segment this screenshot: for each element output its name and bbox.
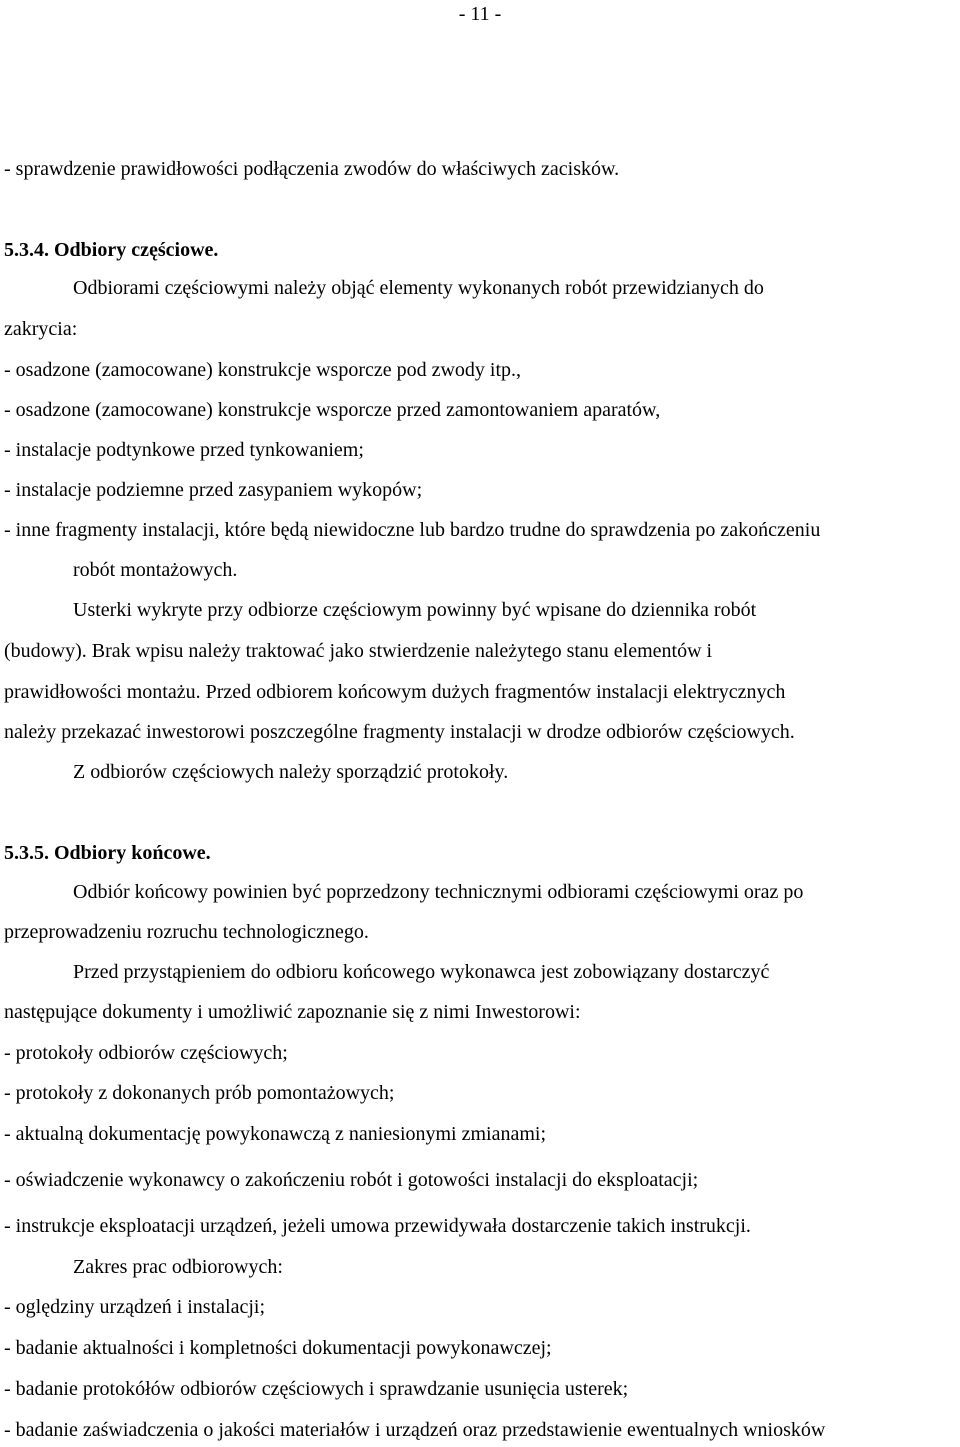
paragraph-line: Usterki wykryte przy odbiorze częściowym powinny być wpisane do dziennika robót — [73, 599, 757, 621]
list-item: - osadzone (zamocowane) konstrukcje wsporcze przed zamontowaniem aparatów, — [4, 399, 661, 421]
section-535-heading: 5.3.5. Odbiory końcowe. — [4, 842, 211, 864]
paragraph-line: prawidłowości montażu. Przed odbiorem końcowym dużych fragmentów instalacji elektrycznych — [4, 681, 786, 703]
paragraph-line: przeprowadzeniu rozruchu technologicznego. — [4, 921, 369, 943]
paragraph-line: należy przekazać inwestorowi poszczególne fragmenty instalacji w drodze odbiorów częściowych. — [4, 721, 795, 743]
list-item: - oględziny urządzeń i instalacji; — [4, 1296, 266, 1318]
list-item: - instalacje podziemne przed zasypaniem wykopów; — [4, 479, 423, 501]
list-item: - oświadczenie wykonawcy o zakończeniu robót i gotowości instalacji do eksploatacji; — [4, 1169, 699, 1191]
list-item: - aktualną dokumentację powykonawczą z naniesionymi zmianami; — [4, 1123, 547, 1145]
list-item: - badanie zaświadczenia o jakości materiałów i urządzeń oraz przedstawienie ewentualnych wniosków — [4, 1419, 826, 1441]
list-item: - inne fragmenty instalacji, które będą niewidoczne lub bardzo trudne do sprawdzenia po zakończeniu — [4, 519, 821, 541]
list-item: - badanie protokółów odbiorów częściowych i sprawdzanie usunięcia usterek; — [4, 1378, 629, 1400]
paragraph-line: Odbiór końcowy powinien być poprzedzony technicznymi odbiorami częściowymi oraz po — [73, 881, 804, 903]
list-item: - instrukcje eksploatacji urządzeń, jeżeli umowa przewidywała dostarczenie takich instrukcji. — [4, 1215, 751, 1237]
list-item-cont: robót montażowych. — [73, 559, 238, 581]
section-534-intro: Odbiorami częściowymi należy objąć elementy wykonanych robót przewidzianych do — [73, 277, 764, 299]
list-item: - badanie aktualności i kompletności dokumentacji powykonawczej; — [4, 1337, 552, 1359]
list-item: - instalacje podtynkowe przed tynkowaniem; — [4, 439, 364, 461]
page-number: - 11 - — [458, 3, 502, 25]
section-534-intro-cont: zakrycia: — [4, 318, 78, 340]
paragraph-line: Z odbiorów częściowych należy sporządzić protokoły. — [73, 761, 509, 783]
paragraph-line: (budowy). Brak wpisu należy traktować jako stwierdzenie należytego stanu elementów i — [4, 640, 713, 662]
list-item: - protokoły odbiorów częściowych; — [4, 1042, 288, 1064]
scope-heading: Zakres prac odbiorowych: — [73, 1256, 283, 1278]
list-item: - protokoły z dokonanych prób pomontażowych; — [4, 1082, 395, 1104]
section-534-heading: 5.3.4. Odbiory częściowe. — [4, 239, 219, 261]
paragraph-line: następujące dokumenty i umożliwić zapoznanie się z nimi Inwestorowi: — [4, 1001, 581, 1023]
list-item: - osadzone (zamocowane) konstrukcje wsporcze pod zwody itp., — [4, 359, 522, 381]
paragraph-line: Przed przystąpieniem do odbioru końcowego wykonawca jest zobowiązany dostarczyć — [73, 961, 770, 983]
text-line-wiring-check: - sprawdzenie prawidłowości podłączenia zwodów do właściwych zacisków. — [4, 158, 620, 180]
